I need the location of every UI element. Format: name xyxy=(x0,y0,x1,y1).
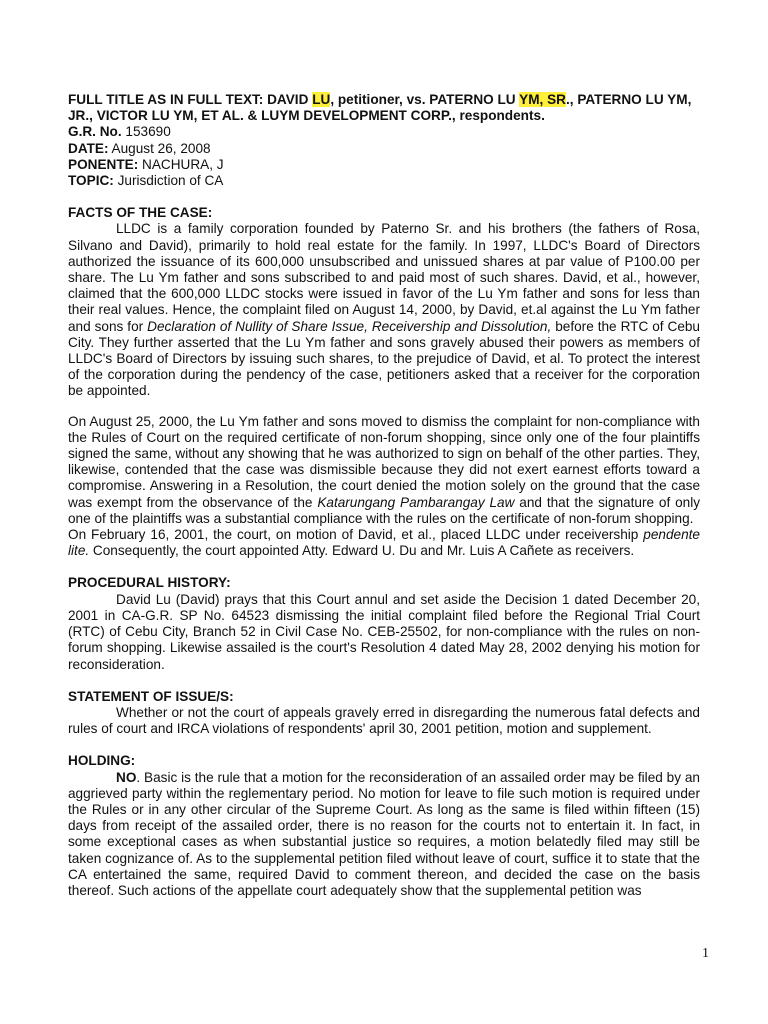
gr-label: G.R. No. xyxy=(68,124,122,140)
highlight-ym-sr: YM, SR xyxy=(519,92,566,107)
issues-heading: STATEMENT OF ISSUE/S: xyxy=(68,688,234,704)
case-title xyxy=(68,92,700,124)
facts-paragraph-2 xyxy=(68,414,700,527)
facts-p1-text-a: LLDC is a family corporation founded by Paterno Sr. and his brothers (the fathers of Rosa, Silvano and David), primarily to hold real estate for the family. In 1997, LLDC's Board of Directors authorized the issuance of its 600,000 unsubscribed and unissued shares at par value of P100.00 per share. The Lu Ym father and sons subscribed to and paid most of such shares. David, et al., however, claimed that the 600,000 LLDC stocks were issued in favor of the Lu Ym father and sons for less than their real values. Hence, the complaint filed on August 14, 2000, by David, et.al against the Lu Ym father and sons for xyxy=(68,221,700,334)
holding-heading: HOLDING: xyxy=(68,753,136,769)
page-number: 1 xyxy=(702,946,709,961)
facts-paragraph-3 xyxy=(68,527,700,559)
document-body xyxy=(68,92,700,899)
facts-p3-text-b: Consequently, the court appointed Atty. Edward U. Du and Mr. Luis A Cañete as receivers. xyxy=(89,543,635,559)
facts-p2-text-b: and that the signature of only one of the plaintiffs was a substantial compliance with the rules on the certificate of non-forum shopping. xyxy=(68,494,701,526)
highlight-lu: LU xyxy=(312,92,331,107)
facts-p3-text-a: On February 16, 2001, the court, on motion of David, et al., placed LLDC under receivership xyxy=(68,527,644,543)
procedural-paragraph: David Lu (David) prays that this Court annul and set aside the Decision 1 dated December 20, 2001 in CA-G.R. SP No. 64523 dismissing the initial complaint filed before the Regional Trial Court (RTC) of Cebu City, Branch 52 in Civil Case No. CEB-25502, for non-compliance with the rules on non-forum shopping. Likewise assailed is the court's Resolution 4 dated May 28, 2002 denying his motion for reconsideration. xyxy=(68,591,700,672)
gr-value: 153690 xyxy=(121,124,171,140)
facts-p3-italic: pendente lite. xyxy=(68,527,700,559)
ponente-label: PONENTE: xyxy=(68,156,139,172)
ponente xyxy=(68,157,700,173)
ponente-value: NACHURA, J xyxy=(138,156,224,172)
issues-paragraph: Whether or not the court of appeals gravely erred in disregarding the numerous fatal defects and rules of court and IRCA violations of respondents' april 30, 2001 petition, motion and supplement. xyxy=(68,704,700,737)
title-text-prefix: FULL TITLE AS IN FULL TEXT: DAVID xyxy=(68,92,313,107)
topic xyxy=(68,173,700,189)
holding-answer: NO xyxy=(116,769,137,785)
procedural-heading: PROCEDURAL HISTORY: xyxy=(68,575,231,591)
facts-paragraph-1 xyxy=(68,221,700,399)
topic-value: Jurisdiction of CA xyxy=(113,173,224,189)
holding-paragraph xyxy=(68,770,700,900)
facts-p2-text-a: On August 25, 2000, the Lu Ym father and sons moved to dismiss the complaint for non-compliance with the Rules of Court on the required certificate of non-forum shopping, since only one of the four plaintiffs signed the same, without any showing that he was authorized to sign on behalf of the other parties. They, likewise, contended that the case was dismissible because they did not exert earnest efforts toward a compromise. Answering in a Resolution, the court denied the motion solely on the ground that the case was exempt from the observance of the xyxy=(68,413,700,510)
facts-p1-italic: Declaration of Nullity of Share Issue, Receivership and Dissolution, xyxy=(147,318,552,334)
date-label: DATE: xyxy=(68,140,109,156)
facts-p2-italic: Katarungang Pambarangay Law xyxy=(317,494,515,510)
title-text-mid: , petitioner, vs. PATERNO LU xyxy=(330,92,520,107)
gr-number xyxy=(68,124,700,140)
holding-text: . Basic is the rule that a motion for the reconsideration of an assailed order may be filed by an aggrieved party within the reglementary period. No motion for leave to file such motion is required under the Rules or in any other circular of the Supreme Court. As long as the same is filed within fifteen (15) days from receipt of the assailed order, there is no reason for the courts not to entertain it. In fact, in some exceptional cases as when substantial justice so requires, a motion belatedly filed may still be taken cognizance of. As to the supplemental petition filed without leave of court, suffice it to state that the CA entertained the same, required David to comment thereon, and decided the case on the basis thereof. Such actions of the appellate court adequately show that the supplemental petition was xyxy=(68,769,700,898)
case-date xyxy=(68,141,700,157)
facts-p1-text-b: before the RTC of Cebu City. They further asserted that the Lu Ym father and sons gravely abused their powers as members of LLDC's Board of Directors by issuing such shares, to the prejudice of David, et al. To protect the interest of the corporation during the pendency of the case, petitioners asked that a receiver for the corporation be appointed. xyxy=(68,318,700,399)
date-value: August 26, 2008 xyxy=(108,140,211,156)
facts-heading: FACTS OF THE CASE: xyxy=(68,205,213,221)
topic-label: TOPIC: xyxy=(68,173,114,189)
title-text-suffix: ., PATERNO LU YM, JR., VICTOR LU YM, ET AL. & LUYM DEVELOPMENT CORP., respondents. xyxy=(68,92,692,124)
